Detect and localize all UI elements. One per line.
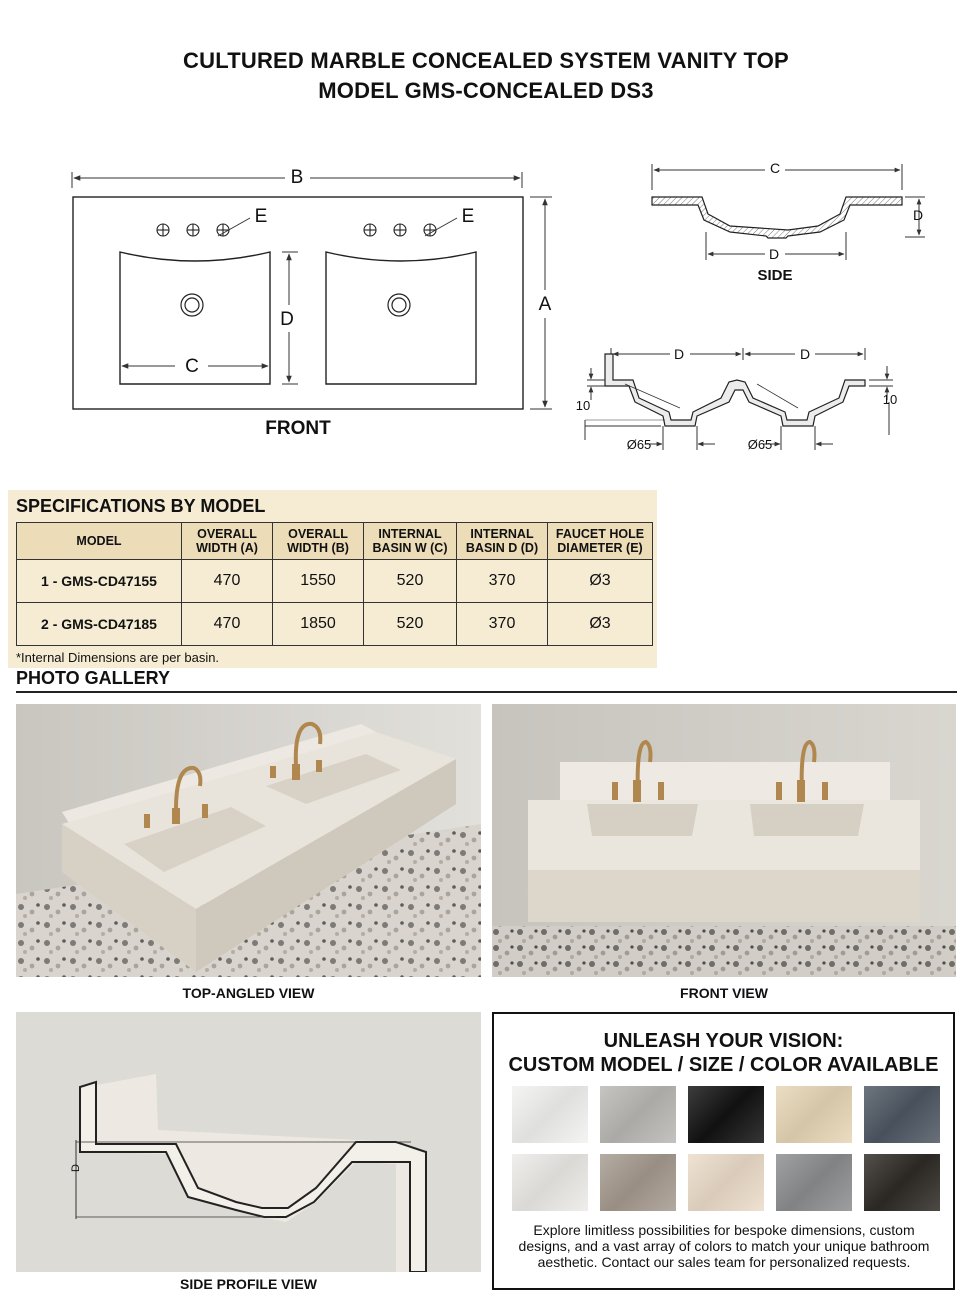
side-drawing: [640, 160, 940, 270]
table-row: [17, 560, 653, 603]
table-cell: 470: [182, 560, 273, 603]
page-subtitle: MODEL GMS-CONCEALED DS3: [318, 78, 654, 103]
color-swatch: [776, 1154, 852, 1211]
page-title: CULTURED MARBLE CONCEALED SYSTEM VANITY TOP: [183, 48, 789, 73]
section-dim-10-label: 10: [575, 398, 591, 413]
color-swatch: [864, 1086, 940, 1143]
table-cell: 1850: [273, 603, 364, 646]
table-cell-model: 1 - GMS-CD47155: [17, 560, 182, 603]
photo-side-profile: [16, 1012, 481, 1272]
section-dim-d-label: D: [673, 346, 685, 362]
front-drawing: [60, 160, 570, 460]
specifications-table: [16, 522, 653, 646]
photo-front-image: [492, 704, 956, 977]
table-header: INTERNAL BASIN D (D): [457, 523, 548, 560]
photo-side-profile-image: [16, 1012, 481, 1272]
side-dim-depth-label: D: [912, 207, 924, 223]
table-header: MODEL: [17, 523, 182, 560]
table-header: OVERALL WIDTH (A): [182, 523, 273, 560]
photo-front: [492, 704, 956, 977]
photo-dim-d-label: D: [70, 1164, 82, 1172]
color-swatch: [512, 1154, 588, 1211]
color-swatch: [776, 1086, 852, 1143]
color-swatch: [864, 1154, 940, 1211]
table-header-row: [17, 523, 653, 560]
table-header: INTERNAL BASIN W (C): [364, 523, 457, 560]
table-cell: 520: [364, 560, 457, 603]
specifications-panel: [8, 490, 657, 668]
custom-description: Explore limitless possibilities for bespoke dimensions, custom designs, and a vast array of colors to match your unique bathroom aesthetic. Contact our sales team for personalized requests.: [518, 1222, 930, 1270]
custom-heading: UNLEASH YOUR VISION:: [603, 1030, 844, 1052]
dim-e-label: E: [254, 206, 268, 227]
gallery-title: PHOTO GALLERY: [16, 668, 171, 688]
table-cell-model: 2 - GMS-CD47185: [17, 603, 182, 646]
dim-e-label: E: [461, 206, 475, 227]
color-swatch: [600, 1086, 676, 1143]
dim-c-label: C: [185, 356, 199, 377]
table-cell: 520: [364, 603, 457, 646]
color-swatch: [688, 1086, 764, 1143]
color-swatch: [512, 1086, 588, 1143]
dim-a-label: A: [538, 294, 552, 315]
color-swatch: [600, 1154, 676, 1211]
side-label: SIDE: [757, 267, 793, 284]
section-dim-10-label: 10: [882, 392, 898, 407]
caption-side-profile: SIDE PROFILE VIEW: [180, 1276, 317, 1292]
custom-subheading: CUSTOM MODEL / SIZE / COLOR AVAILABLE: [508, 1054, 939, 1076]
section-dim-d-label: D: [799, 346, 811, 362]
side-dim-d-label: D: [768, 246, 780, 262]
table-header: FAUCET HOLE DIAMETER (E): [548, 523, 653, 560]
caption-front: FRONT VIEW: [680, 985, 768, 1001]
table-cell: 470: [182, 603, 273, 646]
photo-top-angled-image: [16, 704, 481, 977]
dim-d-label: D: [280, 309, 294, 330]
dim-b-label: B: [290, 167, 304, 188]
photo-top-angled: [16, 704, 481, 977]
gallery-divider: [16, 691, 957, 693]
section-dim-65-label: Ø65: [626, 437, 652, 452]
section-dim-65-label: Ø65: [747, 437, 773, 452]
table-cell: 1550: [273, 560, 364, 603]
specifications-title: SPECIFICATIONS BY MODEL: [16, 496, 266, 516]
table-cell: 370: [457, 603, 548, 646]
custom-panel: [492, 1012, 955, 1290]
table-header: OVERALL WIDTH (B): [273, 523, 364, 560]
table-row: [17, 603, 653, 646]
caption-top-angled: TOP-ANGLED VIEW: [182, 985, 315, 1001]
front-label: FRONT: [265, 418, 331, 439]
side-dim-c-label: C: [769, 160, 781, 176]
color-swatch: [688, 1154, 764, 1211]
table-cell: Ø3: [548, 560, 653, 603]
specifications-note: *Internal Dimensions are per basin.: [16, 650, 220, 665]
table-cell: 370: [457, 560, 548, 603]
table-cell: Ø3: [548, 603, 653, 646]
